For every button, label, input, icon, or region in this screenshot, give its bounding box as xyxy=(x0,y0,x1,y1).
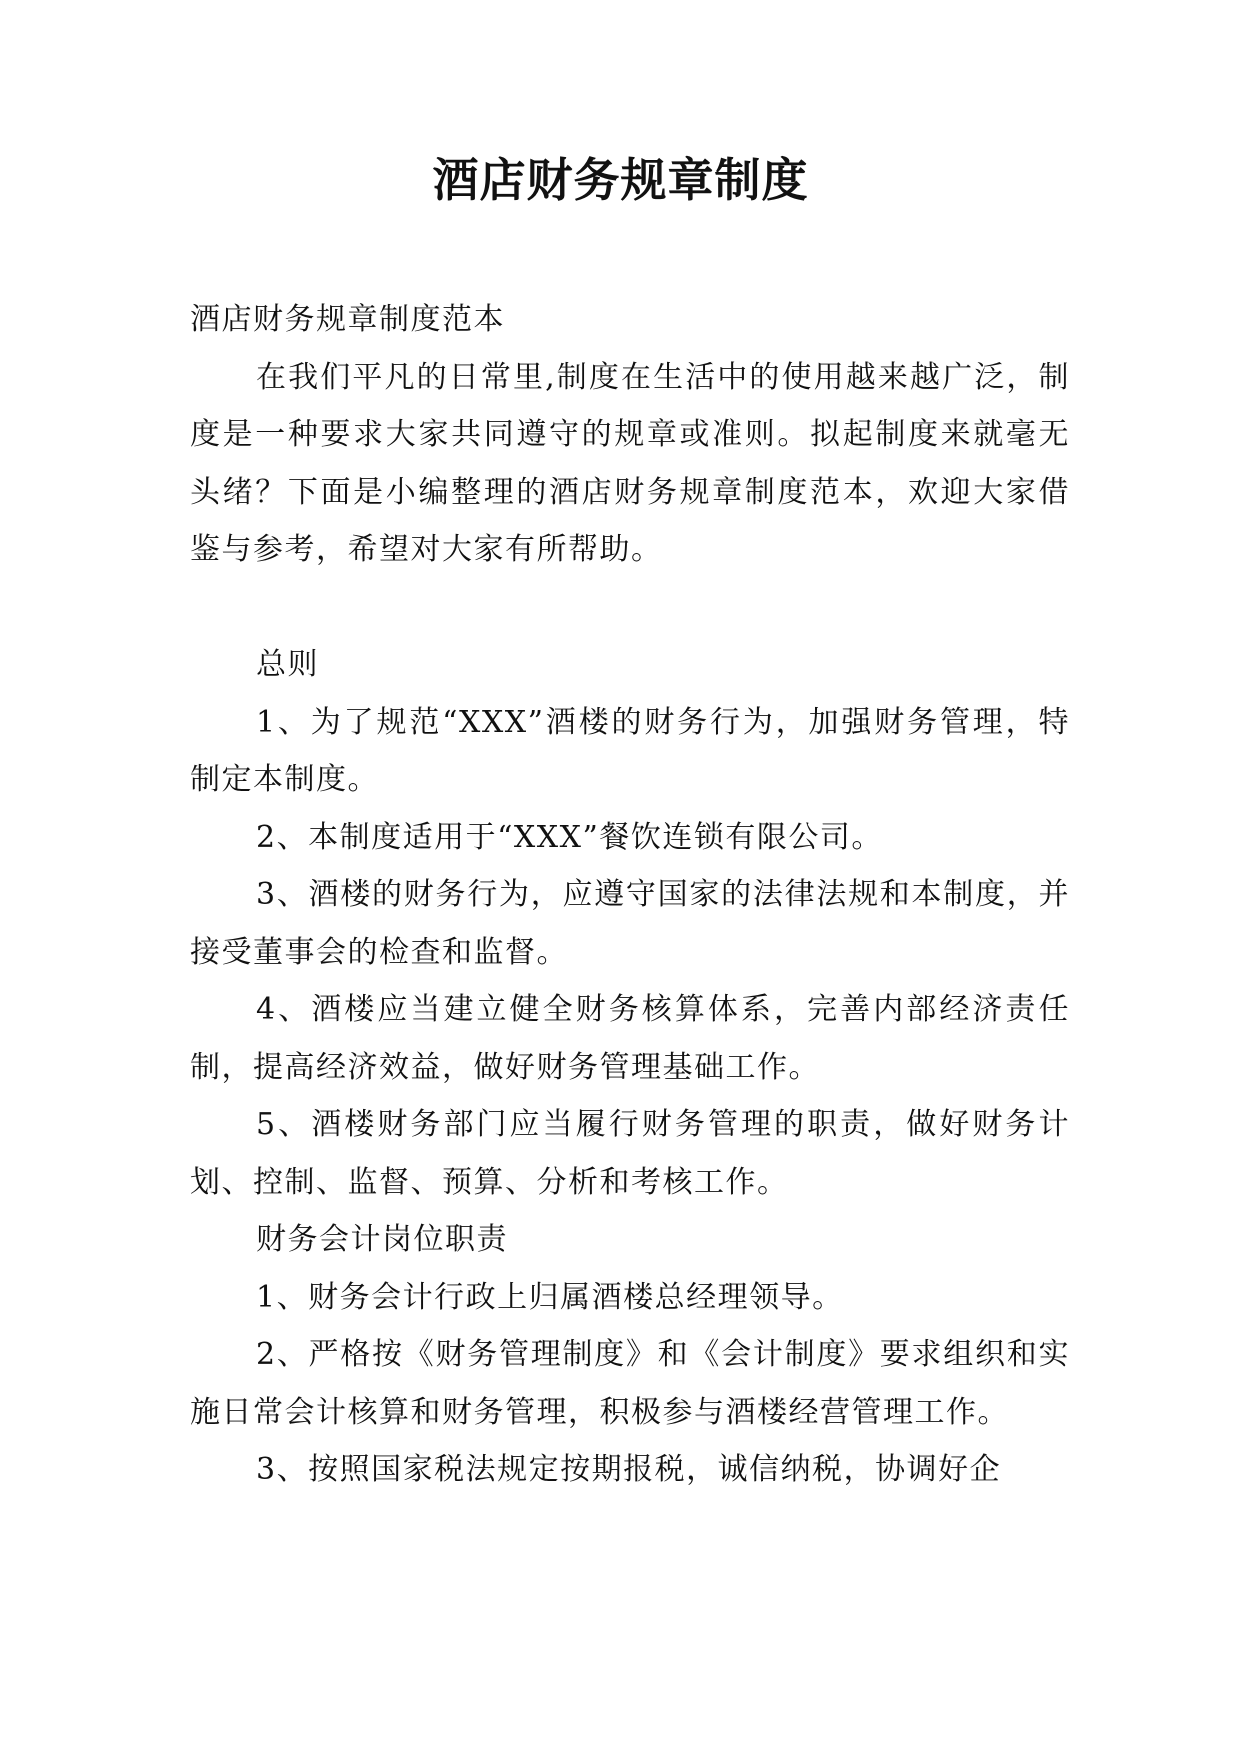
paragraph-spacer xyxy=(190,579,1070,637)
document-title: 酒店财务规章制度 xyxy=(432,153,809,207)
general-item-3: 3、酒楼的财务行为，应遵守国家的法律法规和本制度，并接受董事会的检查和监督。 xyxy=(190,877,1070,970)
general-item-4: 4、酒楼应当建立健全财务核算体系，完善内部经济责任制，提高经济效益，做好财务管理基础工作。 xyxy=(190,992,1070,1085)
document-body xyxy=(190,291,1070,1499)
section-heading-general: 总则 xyxy=(256,647,319,682)
general-item-1: 1、为了规范“XXX”酒楼的财务行为，加强财务管理，特制定本制度。 xyxy=(190,704,1070,797)
duty-item-2: 2、严格按《财务管理制度》和《会计制度》要求组织和实施日常会计核算和财务管理，积极参与酒楼经营管理工作。 xyxy=(190,1337,1070,1430)
general-item-5: 5、酒楼财务部门应当履行财务管理的职责，做好财务计划、控制、监督、预算、分析和考核工作。 xyxy=(190,1107,1070,1200)
intro-paragraph: 在我们平凡的日常里,制度在生活中的使用越来越广泛，制度是一种要求大家共同遵守的规章或准则。拟起制度来就毫无头绪？下面是小编整理的酒店财务规章制度范本，欢迎大家借鉴与参考，希望对大家有所帮助。 xyxy=(190,359,1070,567)
document-subtitle: 酒店财务规章制度范本 xyxy=(190,302,505,337)
duty-item-3: 3、按照国家税法规定按期报税，诚信纳税，协调好企 xyxy=(256,1452,1002,1487)
section-heading-accounting-duties: 财务会计岗位职责 xyxy=(256,1222,508,1257)
duty-item-1: 1、财务会计行政上归属酒楼总经理领导。 xyxy=(256,1279,844,1315)
general-item-2: 2、本制度适用于“XXX”餐饮连锁有限公司。 xyxy=(256,819,883,855)
